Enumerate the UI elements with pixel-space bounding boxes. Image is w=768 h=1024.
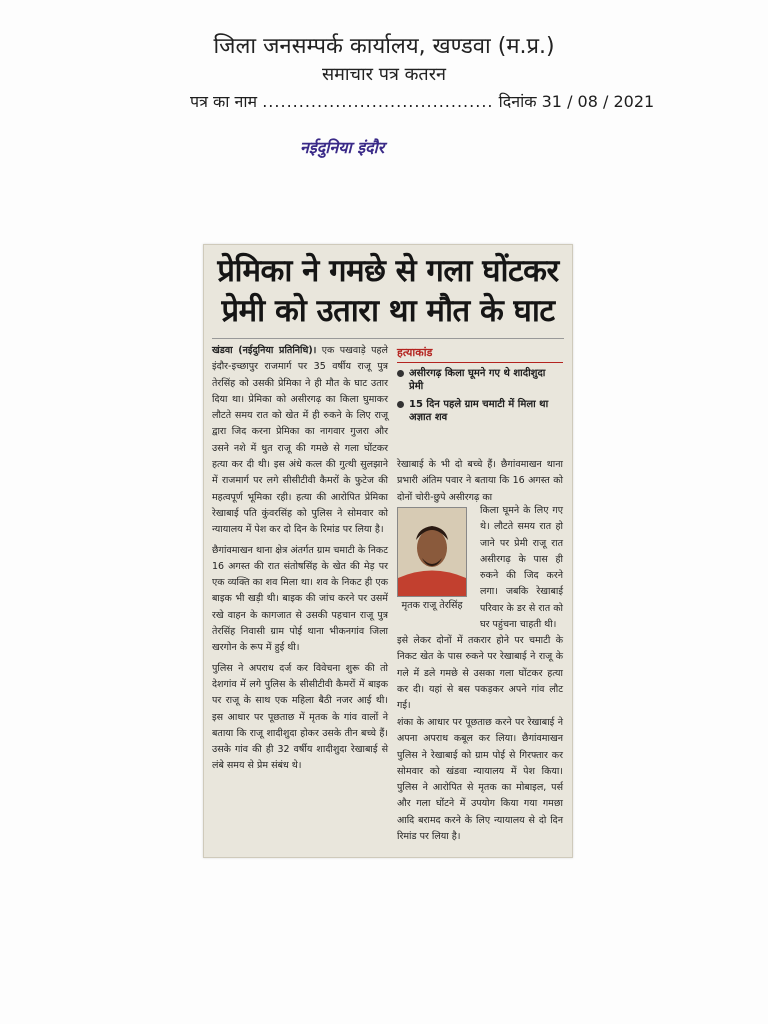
date-label: दिनांक (498, 92, 537, 111)
paragraph-3: पुलिस ने अपराध दर्ज कर विवेचना शुरू की तो देशगांव में लगे पुलिस के सीसीटीवी कैमरों में बाइक पर राजू के साथ एक महिला बैठी नजर आई थी। इस आधार पर पूछताछ में मृतक के गांव वालों ने बताया कि राजू शादीशुदा होकर उसके तीन बच्चे हैं। उसके गांव की ही 32 वर्षीय शादीशुदा रेखाबाई से लंबे समय से प्रेम संबंध थे। (212, 662, 388, 772)
newspaper-masthead: नईदुनिया इंदौर (300, 138, 385, 157)
highlight-bullet-1: असीरगढ़ किला घूमने गए थे शादीशुदा प्रेमी (397, 367, 563, 393)
office-title: जिला जनसम्पर्क कार्यालय, खण्डवा (म.प्र.) (213, 34, 555, 59)
paragraph-5: किला घूमने के लिए गए थे। लौटते समय रात हो जाने पर प्रेमी राजू रात असीरगढ़ के पास ही रुकने की जिद करने लगा। जबकि रेखाबाई परिवार के डर से रात को घर पहुंचना चाहती थी। (480, 505, 563, 631)
headline-line-2: प्रेमी को उतारा था मौत के घाट (221, 293, 555, 329)
office-subtitle: समाचार पत्र कतरन (321, 64, 447, 85)
article-headline (210, 251, 566, 331)
dateline: खंडवा (नईदुनिया प्रतिनिधि)। (212, 345, 317, 356)
victim-photo (397, 507, 467, 597)
date-value: 31 / 08 / 2021 (541, 92, 655, 111)
paragraph-6: इसे लेकर दोनों में तकरार होने पर चमाटी के निकट खेत के पास रुकने पर रेखाबाई ने राजू के गले में डले गमछे से उसका गला घोंटकर हत्या कर दी। यहां से बस पकड़कर अपने गांव लौट गई। (397, 635, 563, 712)
photo-caption: मृतक राजू तेरसिंह (401, 600, 463, 611)
portrait-image (398, 508, 466, 596)
highlight-box (397, 345, 563, 449)
paragraph-2: छैगांवमाखन थाना क्षेत्र अंतर्गत ग्राम चमाटी के निकट 16 अगस्त की रात संतोषसिंह के खेत की मेड़ पर एक व्यक्ति का शव मिला था। शव के निकट ही एक बाइक भी खड़ी थी। बाइक की जांच करने पर उसमें रखे वाहन के कागजात से उसकी पहचान राजू पुत्र तेरसिंह निवासी ग्राम पोई थाना भीकनगांव जिला खरगोन के रूप में हुई थी। (212, 544, 388, 654)
newspaper-clipping (203, 244, 573, 858)
kicker-label: हत्याकांड (397, 345, 563, 363)
paragraph-1: एक पखवाड़े पहले इंदौर-इच्छापुर राजमार्ग पर 35 वर्षीय राजू पुत्र तेरसिंह को उसकी प्रेमिका ने ही मौत के घाट उतार दिया था। प्रेमिका को असीरगढ़ का किला घुमाकर लौटते समय रात को खेत में ही रुकने के लिए राजू द्वारा जिद करना प्रेमिका का नागवार गुजरा और उसने नशे में धुत राजू की गमछे से गला घोंटकर हत्या कर दी थी। इस अंधे कत्ल की गुत्थी सुलझाने में राजमार्ग पर लगे सीसीटीवी कैमरों के फुटेज की महत्वपूर्ण भूमिका रही। हत्या की आरोपित प्रेमिका रेखाबाई पति कुंवरसिंह को पुलिस ने सोमवार को न्यायालय में पेश कर दो दिन के रिमांड पर लिया है। (212, 345, 388, 536)
paragraph-4: रेखाबाई के भी दो बच्चे हैं। छैगांवमाखन थाना प्रभारी अंतिम पवार ने बताया कि 16 अगस्त को दोनों चोरी-छुपे असीरगढ़ का (397, 459, 563, 503)
paragraph-7: शंका के आधार पर पूछताछ करने पर रेखाबाई ने अपना अपराध कबूल कर लिया। छैगांवमाखन पुलिस ने रेखाबाई को ग्राम पोई से गिरफ्तार कर सोमवार को खंडवा न्यायालय में पेश किया। पुलिस ने आरोपित से मृतक का मोबाइल, पर्स और गला घोंटने में उपयोग किया गया गमछा आदि बरामद करने के लिए न्यायालय से दो दिन रिमांड पर लिया है। (397, 717, 563, 843)
paper-label: पत्र का नाम (190, 92, 258, 111)
headline-rule (212, 338, 564, 339)
headline-line-1: प्रेमिका ने गमछे से गला घोंटकर (217, 253, 559, 289)
paper-name-blank: ...................................... (262, 92, 494, 111)
highlight-bullet-2: 15 दिन पहले ग्राम चमाटी में मिला था अज्ञात शव (397, 398, 563, 424)
left-column (212, 343, 388, 779)
paper-date-line (190, 90, 654, 112)
